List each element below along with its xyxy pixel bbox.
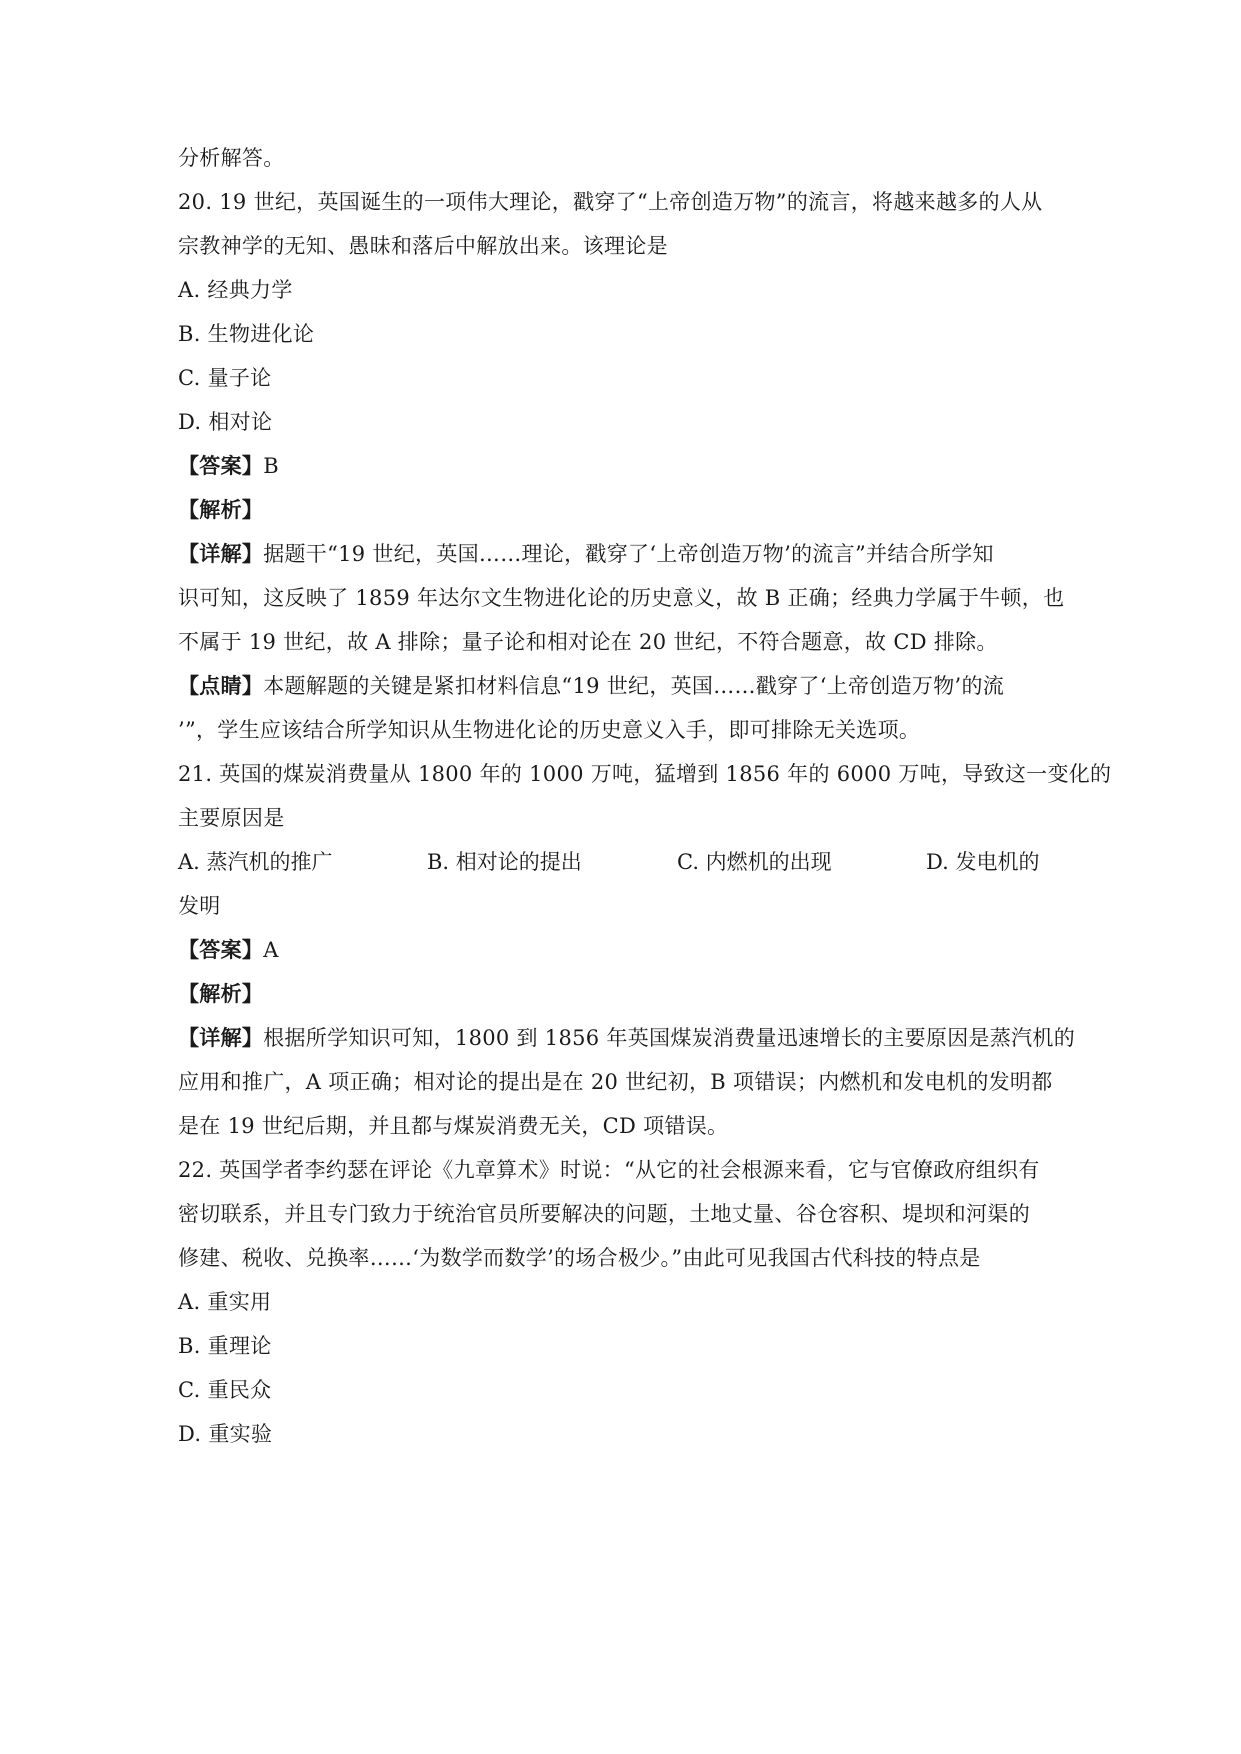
answer-line [178,935,279,965]
question-22-stem-cont: 修建、税收、兑换率……‘为数学而数学’的场合极少。”由此可见我国古代科技的特点是 [178,1246,981,1270]
detail-text: 据题干“19 世纪，英国……理论，戳穿了‘上帝创造万物’的流言”并结合所学知 [263,542,994,566]
question-22-option-a: A. 重实用 [178,1290,272,1314]
question-21-option-c: C. 内燃机的出现 [677,850,832,874]
question-20-stem: 20. 19 世纪，英国诞生的一项伟大理论，戳穿了“上帝创造万物”的流言，将越来越多的人从 [178,190,1043,214]
tip-line [178,671,1004,701]
tip-text-cont: ’”，学生应该结合所学知识从生物进化论的历史意义入手，即可排除无关选项。 [178,718,921,742]
detail-label: 【详解】 [178,541,264,566]
question-20-option-c: C. 量子论 [178,366,272,390]
analysis-label: 【解析】 [178,981,264,1006]
question-22-option-b: B. 重理论 [178,1334,272,1358]
question-21-option-d: D. 发电机的 [926,850,1040,874]
question-22-option-c: C. 重民众 [178,1378,272,1402]
question-21-stem-cont: 主要原因是 [178,806,285,830]
question-21-option-d-cont: 发明 [178,894,221,918]
tip-text: 本题解题的关键是紧扣材料信息“19 世纪，英国……戳穿了‘上帝创造万物’的流 [263,674,1005,698]
tip-label: 【点睛】 [178,673,264,698]
detail-text-cont: 不属于 19 世纪，故 A 排除；量子论和相对论在 20 世纪，不符合题意，故 CD 排除。 [178,630,998,654]
question-22-stem: 22. 英国学者李约瑟在评论《九章算术》时说：“从它的社会根源来看，它与官僚政府组织有 [178,1158,1040,1182]
detail-label: 【详解】 [178,1025,264,1050]
question-20-option-b: B. 生物进化论 [178,322,315,346]
detail-line [178,1023,1075,1053]
question-22-option-d: D. 重实验 [178,1422,273,1446]
detail-text-cont: 识可知，这反映了 1859 年达尔文生物进化论的历史意义，故 B 正确；经典力学属于牛顿，也 [178,586,1065,610]
answer-value: A [263,938,279,962]
answer-label: 【答案】 [178,453,264,478]
question-20-option-d: D. 相对论 [178,410,273,434]
analysis-label: 【解析】 [178,497,264,522]
detail-text-cont: 是在 19 世纪后期，并且都与煤炭消费无关，CD 项错误。 [178,1114,729,1138]
question-21-stem: 21. 英国的煤炭消费量从 1800 年的 1000 万吨，猛增到 1856 年的 6000 万吨，导致这一变化的 [178,762,1112,786]
detail-text: 根据所学知识可知，1800 到 1856 年英国煤炭消费量迅速增长的主要原因是蒸汽机的 [263,1026,1076,1050]
text-line: 分析解答。 [178,146,285,170]
answer-line [178,451,279,481]
answer-label: 【答案】 [178,937,264,962]
detail-text-cont: 应用和推广，A 项正确；相对论的提出是在 20 世纪初，B 项错误；内燃机和发电机的发明都 [178,1070,1053,1094]
question-21-option-a: A. 蒸汽机的推广 [178,850,333,874]
question-21-option-b: B. 相对论的提出 [427,850,582,874]
question-22-stem-cont: 密切联系，并且专门致力于统治官员所要解决的问题，土地丈量、谷仓容积、堤坝和河渠的 [178,1202,1030,1226]
answer-value: B [263,454,279,478]
detail-line [178,539,994,569]
question-20-stem-cont: 宗教神学的无知、愚昧和落后中解放出来。该理论是 [178,234,668,258]
question-20-option-a: A. 经典力学 [178,278,293,302]
